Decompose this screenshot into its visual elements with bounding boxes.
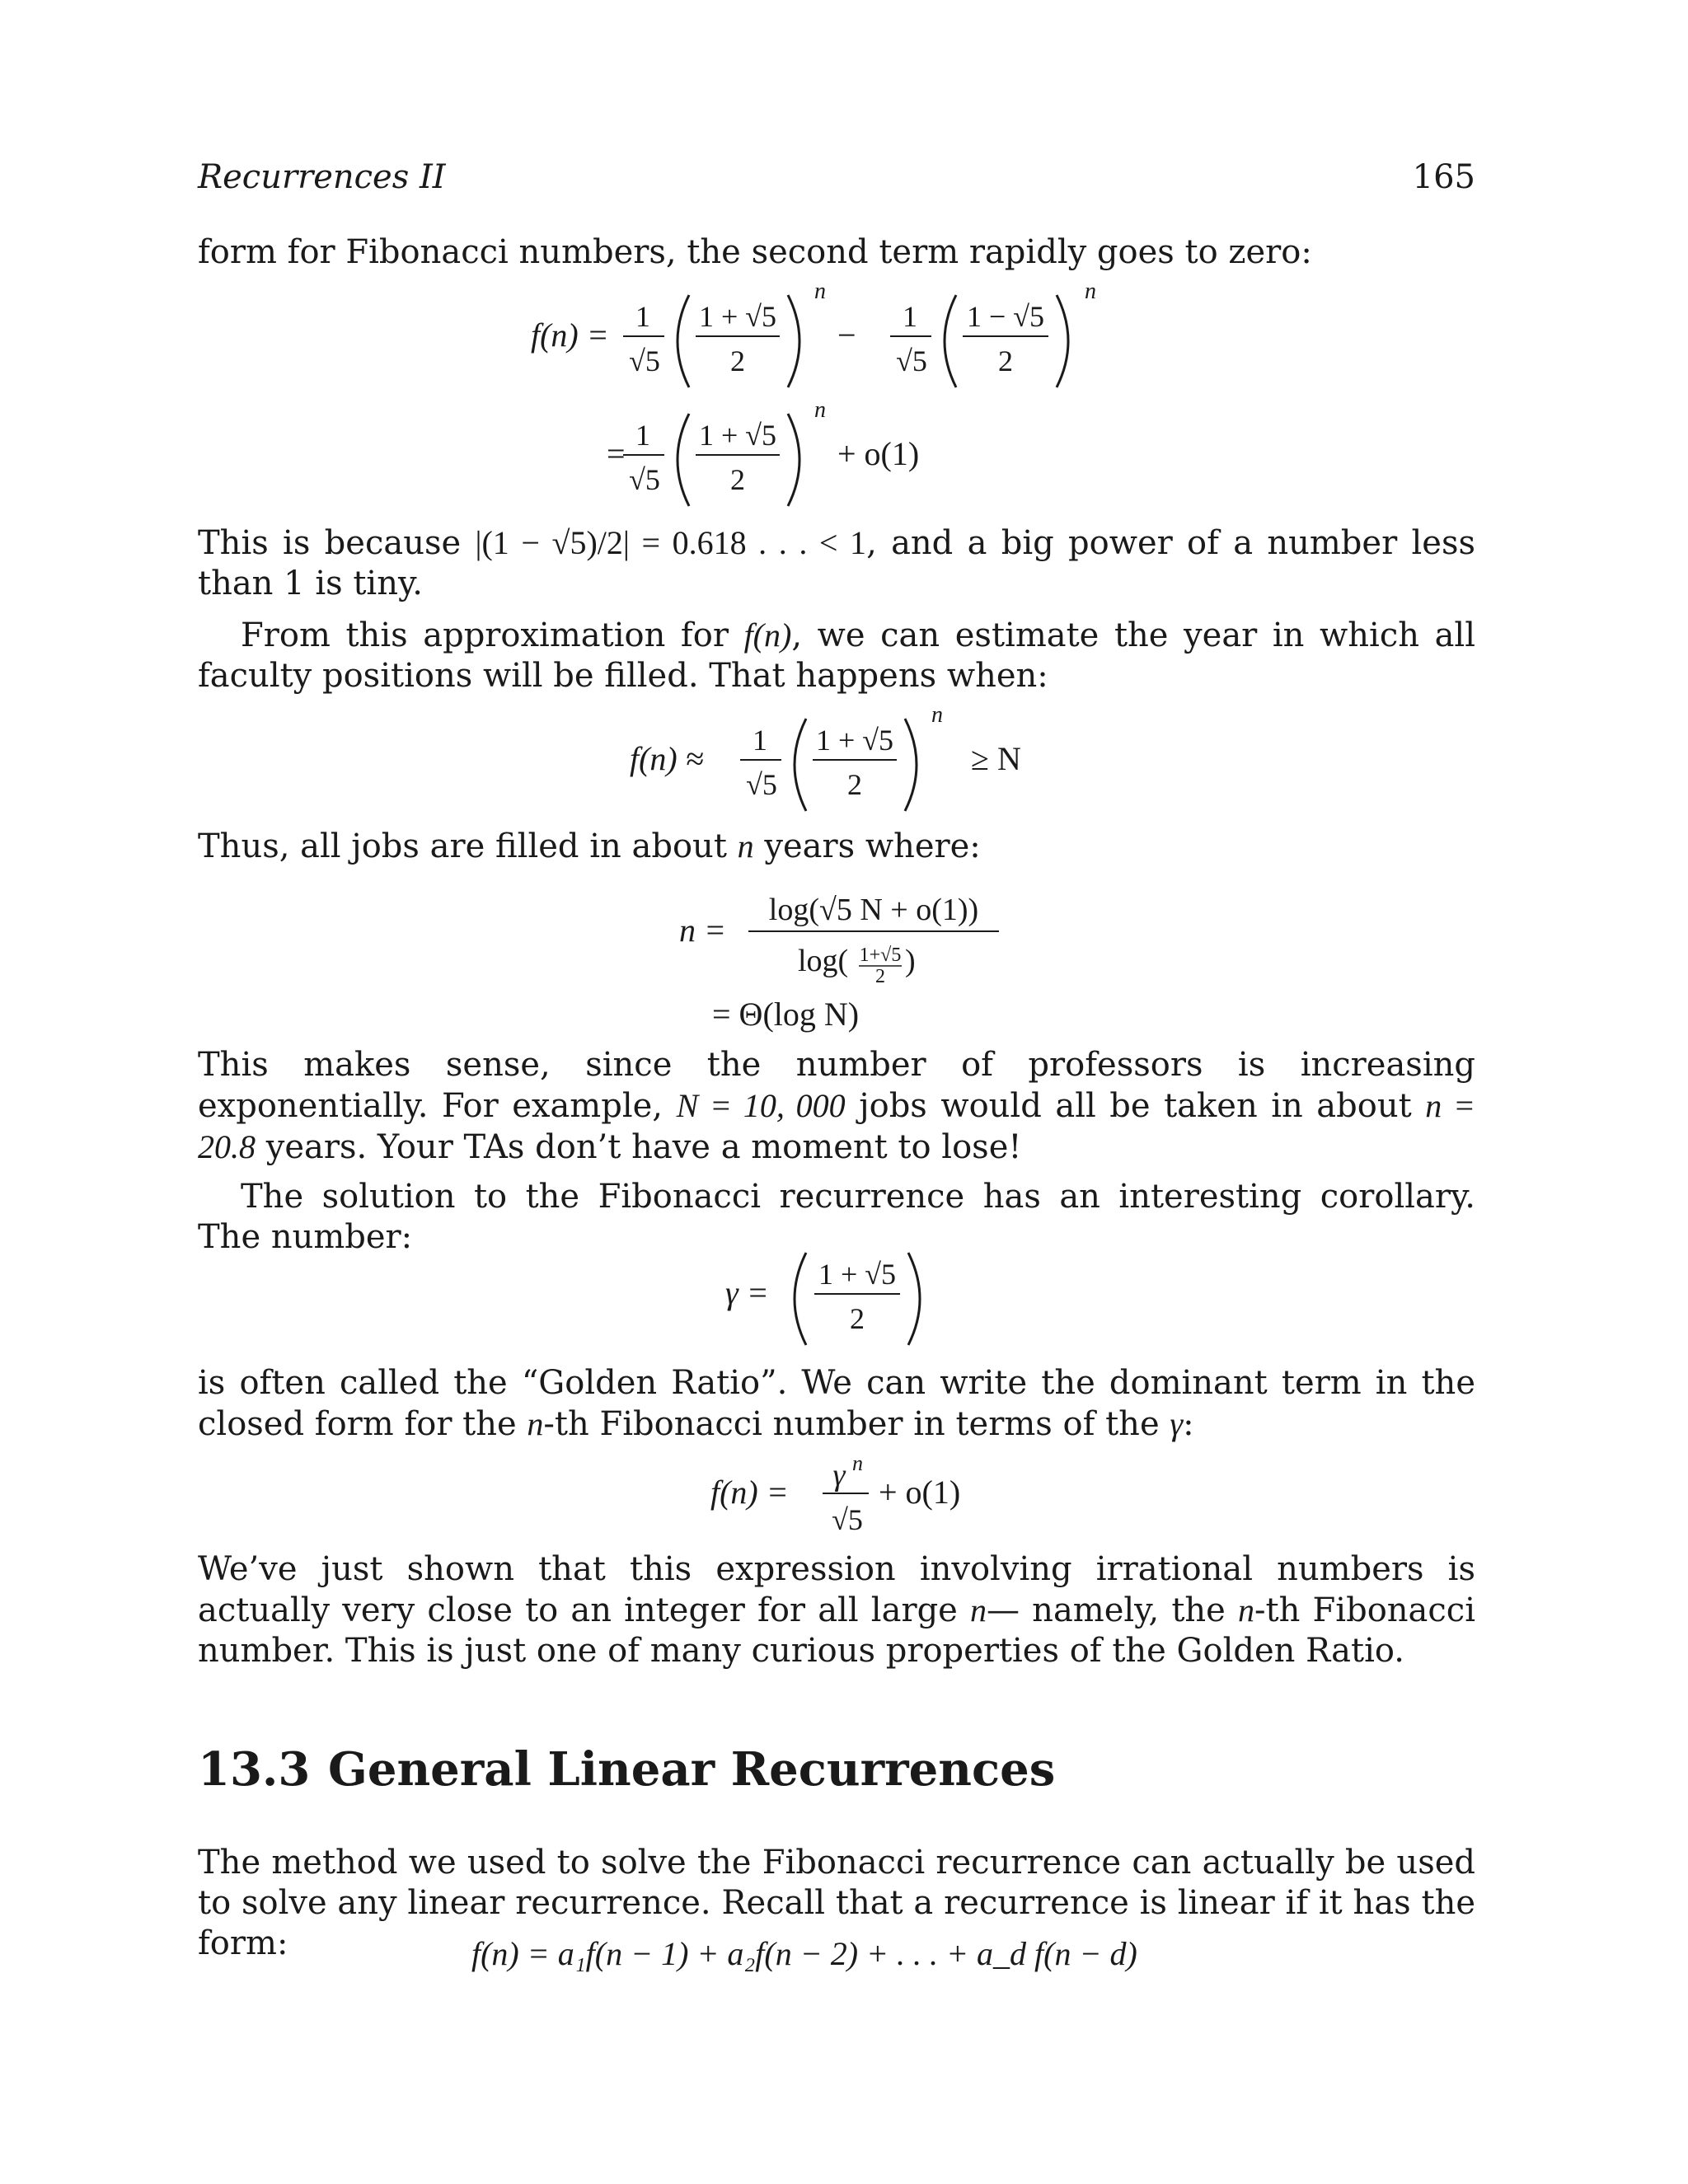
paragraph-because: This is because |(1 − √5)/2| = 0.618 . . . < 1, and a big power of a number less than 1 is tiny. <box>198 524 1476 602</box>
eq3-lhs: f(n) ≈ <box>630 740 704 777</box>
eq1-paren2-den: 2 <box>998 344 1013 377</box>
eq3-paren-left <box>795 719 806 811</box>
eq3-exp: n <box>931 702 943 728</box>
equation-golden-ratio <box>722 1236 969 1360</box>
inline-math-fn: f(n) <box>743 616 792 654</box>
eq2-plus-o1: + o(1) <box>837 435 920 472</box>
eq5-paren-right <box>908 1253 920 1345</box>
eq3-frac-den: √5 <box>746 768 777 801</box>
section-title: General Linear Recurrences <box>328 1742 1056 1797</box>
paragraph-intro: form for Fibonacci numbers, the second term rapidly goes to zero: <box>198 233 1312 271</box>
running-title: Recurrences II <box>198 158 446 196</box>
eq1-frac2-num: 1 <box>903 300 917 333</box>
inline-math-abs: |(1 − √5)/2| = 0.618 . . . < 1 <box>475 524 867 561</box>
equation-n-log <box>676 885 1022 1042</box>
inline-math-n-value: n = 20.8 <box>198 1087 1476 1165</box>
eq6-num-exp: n <box>852 1452 863 1475</box>
eq4-den-close: ) <box>905 944 916 978</box>
eq6-den: √5 <box>832 1503 863 1536</box>
eq5-lhs: γ = <box>725 1274 769 1311</box>
eq1-frac2-den: √5 <box>896 344 927 377</box>
paragraph-golden-ratio: is often called the “Golden Ratio”. We can write the dominant term in the closed form for the n-th Fibonacci number in terms of the γ: <box>198 1364 1475 1443</box>
eq6-plus-o1: + o(1) <box>879 1474 961 1511</box>
eq4-den-frac-num: 1+√5 <box>859 944 902 966</box>
eq6-num: γ <box>832 1458 846 1493</box>
eq2-paren-left <box>678 414 689 506</box>
paragraph-irrational: We’ve just shown that this expression involving irrational numbers is actually very close to an integer for all large n— namely, the n-th Fibonacci number. This is just one of many curious properties of the Golden Ratio. <box>198 1550 1475 1670</box>
eq1-exp1: n <box>814 279 826 304</box>
eq4-lhs: n = <box>679 912 726 949</box>
eq3-frac-num: 1 <box>753 724 767 757</box>
eq5-paren-left <box>795 1253 806 1345</box>
equation-gamma-form <box>707 1452 987 1551</box>
eq1-paren1-den: 2 <box>730 344 745 377</box>
paragraph-approximation: From this approximation for f(n), we can estimate the year in which all faculty positions will be filled. That happens when: <box>198 616 1476 695</box>
eq4-den-frac-den: 2 <box>875 966 885 987</box>
paragraph-makes-sense: This makes sense, since the number of professors is increasing exponentially. For example, N = 10, 000 jobs would all be taken in about n = 20.8 years. Your TAs don’t have a moment to lose! <box>198 1046 1476 1166</box>
equation-linear-recurrence <box>468 1925 1210 1983</box>
page-number: 165 <box>1412 158 1475 196</box>
paragraph-corollary: The solution to the Fibonacci recurrence has an interesting corollary. The number: <box>198 1178 1475 1256</box>
eq4-den-log: log( <box>798 944 849 978</box>
eq3-rhs: ≥ N <box>971 740 1021 777</box>
equation-fibonacci-closed-form <box>528 279 1154 518</box>
eq1-paren2-right <box>1057 295 1068 387</box>
eq5-num: 1 + √5 <box>818 1258 897 1291</box>
section-number: 13.3 <box>198 1742 311 1797</box>
eq2-paren-num: 1 + √5 <box>698 419 777 452</box>
eq4-line2: = Θ(log N) <box>712 996 860 1033</box>
eq7-text: f(n) = a₁f(n − 1) + a₂f(n − 2) + . . . + a_d f(n − d) <box>471 1935 1137 1972</box>
eq1-minus: − <box>837 316 856 354</box>
eq2-paren-right <box>788 414 799 506</box>
equation-approx-ge-n <box>626 702 1055 826</box>
eq1-paren2-num: 1 − √5 <box>966 300 1045 333</box>
eq1-frac1-den: √5 <box>629 344 660 377</box>
eq5-den: 2 <box>850 1302 865 1335</box>
section-heading <box>198 1741 1055 1798</box>
paragraph-general-method: The method we used to solve the Fibonacci recurrence can actually be used to solve any linear recurrence. Recall that a recurrence is linear if it has the form: <box>198 1844 1475 1962</box>
eq1-paren2-left <box>945 295 956 387</box>
eq1-paren1-num: 1 + √5 <box>698 300 777 333</box>
eq2-frac-den: √5 <box>629 463 660 496</box>
eq2-exp: n <box>814 397 826 423</box>
eq1-lhs: f(n) = <box>531 316 609 354</box>
eq2-frac-num: 1 <box>635 419 650 452</box>
eq4-num: log(√5 N + o(1)) <box>768 893 979 927</box>
eq3-paren-den: 2 <box>847 768 862 801</box>
eq1-exp2: n <box>1085 279 1096 304</box>
eq2-paren-den: 2 <box>730 463 745 496</box>
inline-math-n: n <box>737 827 754 865</box>
inline-math-N-value: N = 10, 000 <box>676 1087 846 1124</box>
eq3-paren-right <box>905 719 917 811</box>
eq3-paren-num: 1 + √5 <box>815 724 894 757</box>
eq1-paren1-right <box>788 295 799 387</box>
eq6-lhs: f(n) = <box>710 1474 789 1511</box>
eq1-frac1-num: 1 <box>635 300 650 333</box>
paragraph-thus: Thus, all jobs are filled in about n years where: <box>198 827 981 865</box>
eq2-equals: = <box>607 435 626 472</box>
eq1-paren1-left <box>678 295 689 387</box>
